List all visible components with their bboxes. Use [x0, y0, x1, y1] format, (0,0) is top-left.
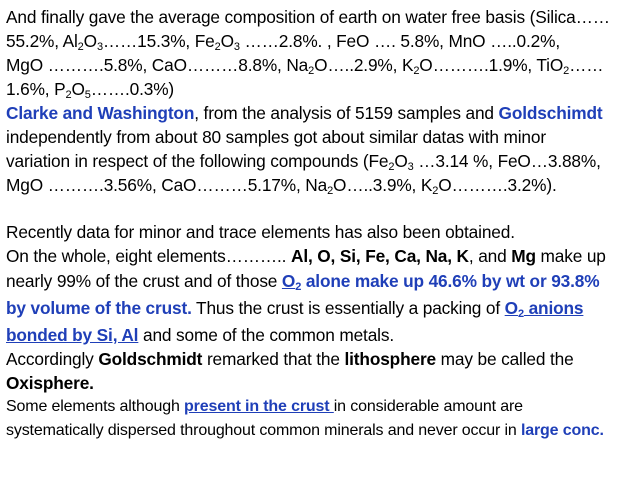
text: O [71, 79, 85, 99]
subscript: 2 [214, 41, 221, 53]
o2-anions-link[interactable] [504, 298, 584, 321]
subscript: 2 [327, 185, 334, 197]
text: O [281, 271, 296, 291]
subscript: 3 [96, 41, 103, 53]
text: in considerable amount are [333, 397, 523, 415]
paragraph-gap [6, 197, 630, 220]
text: …… [569, 55, 604, 75]
highlight-text: by volume of the crust. [6, 298, 192, 319]
text: MgO ……….3.56%, CaO………5.17%, Na [6, 175, 328, 195]
text: On the whole, eight elements……….. [6, 246, 291, 266]
text: Thus the crust is essentially a packing of [191, 298, 505, 319]
o2-highlight [282, 271, 301, 291]
avg-line-3 [6, 53, 630, 77]
text: O……….3.2%). [438, 175, 557, 195]
recent-line-1 [6, 220, 630, 244]
clarke-line-4 [6, 173, 630, 197]
recent-line-2 [6, 244, 630, 268]
clarke-line-1 [6, 101, 630, 125]
present-link[interactable]: present in the crust [184, 397, 334, 415]
text: O [394, 151, 408, 171]
subscript: 3 [233, 41, 240, 53]
text: O [504, 298, 518, 319]
text: , from the analysis of 5159 samples and [194, 103, 499, 123]
recent-line-8 [6, 395, 630, 419]
avg-line-4 [6, 77, 630, 101]
text: independently from about 80 samples got about similar datas with minor [6, 127, 546, 147]
recent-line-3 [6, 268, 630, 295]
author-name: Clarke and Washington [6, 103, 195, 123]
text: Some elements although [6, 397, 184, 415]
subscript: 5 [84, 89, 91, 101]
recent-line-9 [6, 419, 630, 443]
subscript: 2 [65, 89, 72, 101]
text: ……2.8%. , FeO …. 5.8%, MnO …..0.2%, [239, 31, 560, 51]
text: ……15.3%, Fe [102, 31, 215, 51]
highlight-text: large conc. [520, 421, 604, 439]
text: make up [535, 246, 606, 266]
text: remarked that the [202, 348, 345, 369]
subscript: 2 [388, 161, 395, 173]
avg-line-2 [6, 29, 630, 53]
subscript: 2 [563, 65, 570, 77]
text: systematically dispersed throughout common minerals and never occur in [6, 421, 521, 439]
element-mg: Mg [511, 246, 536, 266]
text: O…..2.9%, K [314, 55, 414, 75]
text: …….0.3%) [90, 79, 175, 99]
text: Accordingly [6, 348, 99, 369]
recent-line-7 [6, 371, 630, 395]
recent-line-4 [6, 295, 630, 322]
bonded-link[interactable]: bonded by Si, Al [6, 324, 139, 345]
element-list: Al, O, Si, Fe, Ca, Na, K [290, 246, 469, 266]
text: nearly 99% of the crust and of those [6, 271, 282, 291]
text: MgO ……….5.8%, CaO………8.8%, Na [6, 55, 309, 75]
clarke-line-3 [6, 149, 630, 173]
subscript: 2 [413, 65, 420, 77]
text: 1.6%, P [6, 79, 66, 99]
subscript: 3 [407, 161, 414, 173]
highlight-text: alone make up 46.6% by wt or 93.8% [301, 271, 600, 291]
recent-line-6 [6, 347, 630, 371]
text: anions [523, 298, 584, 319]
term: Oxisphere. [6, 372, 94, 393]
text: , and [468, 246, 512, 266]
recent-line-5 [6, 323, 630, 347]
subscript: 2 [308, 65, 315, 77]
text: may be called the [436, 348, 574, 369]
text: Recently data for minor and trace elements has also been obtained. [6, 222, 515, 242]
text: and some of the common metals. [138, 324, 394, 345]
text: …3.14 %, FeO…3.88%, [413, 151, 601, 171]
text: O [83, 31, 97, 51]
subscript: 2 [295, 281, 302, 293]
term: lithosphere [344, 348, 436, 369]
avg-line-1 [6, 5, 630, 29]
text: And finally gave the average composition of earth on water free basis (Silica…… [6, 7, 610, 27]
clarke-line-2 [6, 125, 630, 149]
subscript: 2 [77, 41, 84, 53]
text: variation in respect of the following compounds (Fe [6, 151, 389, 171]
text: O [220, 31, 234, 51]
subscript: 2 [432, 185, 439, 197]
author-name: Goldschmidt [98, 348, 203, 369]
subscript: 2 [517, 308, 524, 321]
text: 55.2%, Al [6, 31, 78, 51]
text: O…..3.9%, K [333, 175, 433, 195]
author-name: Goldschimdt [498, 103, 603, 123]
text: O……….1.9%, TiO [419, 55, 564, 75]
